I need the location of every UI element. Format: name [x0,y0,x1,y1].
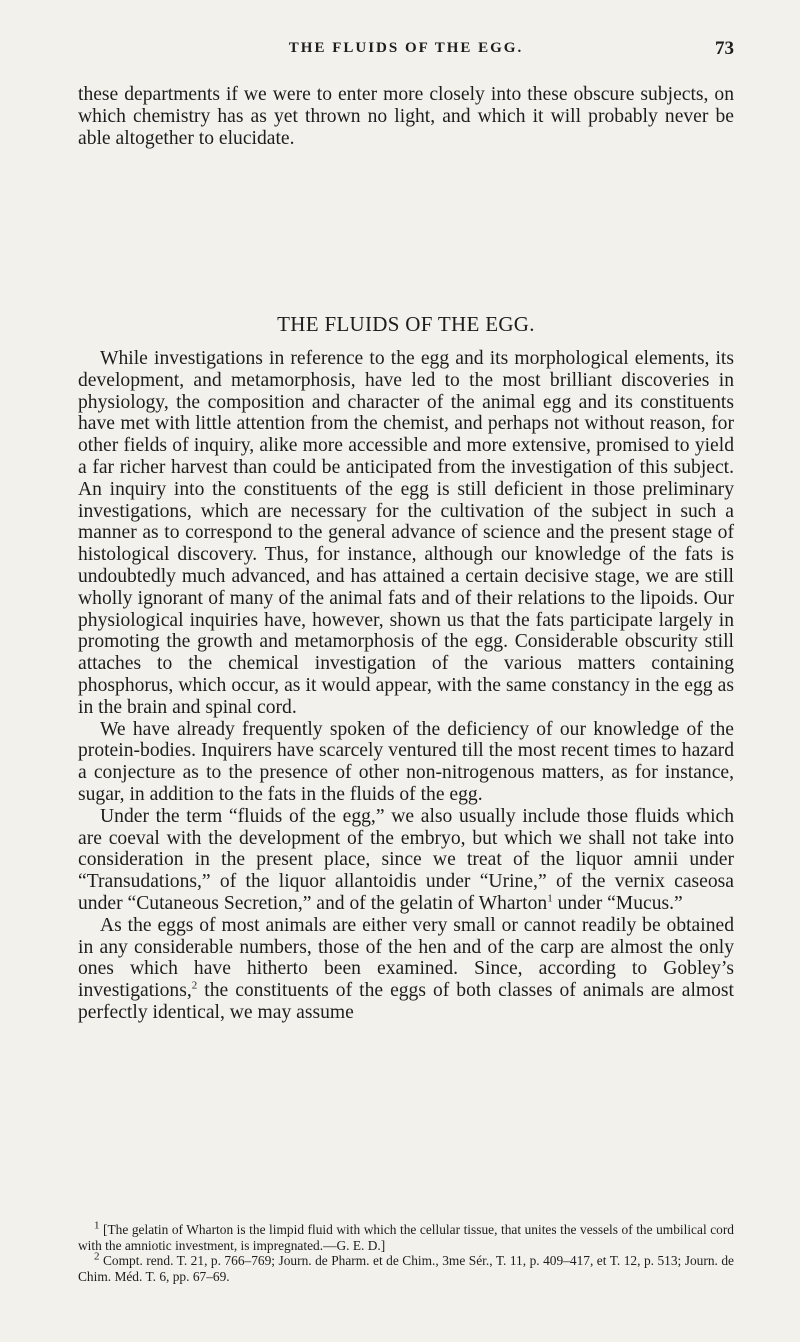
section-title: THE FLUIDS OF THE EGG. [277,312,535,336]
paragraph-text: As the eggs of most animals are either very small or cannot readily be obtained in any considerable numbers, those of the hen and of the carp are almost the only ones which have hitherto been examined. Since, according to Gobley’s investigations, [78,914,734,1002]
carryover-text [78,84,734,149]
paragraph: While investigations in reference to the egg and its morphological elements, its development, and metamorphosis, have led to the most brilliant discoveries in physiology, the composition and character of the animal egg and its constituents have met with little attention from the chemist, and perhaps not without reason, for other fields of inquiry, alike more accessible and more extensive, promised to yield a far richer harvest than could be anticipated from the investigation of this subject. An inquiry into the constituents of the egg is still deficient in those preliminary investigations, which are necessary for the cultivation of the subject in such a manner as to correspond to the general advance of science and the present stage of histological discovery. Thus, for instance, although our knowledge of the fats is undoubtedly much advanced, and has attained a certain decisive stage, we are still wholly ignorant of many of the animal fats and of their relations to the lipoids. Our physiological inquiries have, however, shown us that the fats participate largely in promoting the growth and metamorphosis of the egg. Considerable obscurity still attaches to the chemical investigation of the various matters containing phosphorus, which occur, as it would appear, with the same constancy in the egg as in the brain and spinal cord. [78,348,734,718]
footnotes [78,1219,734,1284]
running-head [78,40,734,64]
footnote-text: Compt. rend. T. 21, p. 766–769; Journ. de Pharm. et de Chim., 3me Sér., T. 11, p. 409–417, et T. 12, p. 513; Journ. de Chim. Méd. T. 6, pp. 67–69. [78,1253,734,1284]
footnote-marker: 1 [94,1219,100,1232]
footnote-reference: 1 [547,892,553,905]
footnote-marker: 2 [94,1250,100,1263]
running-title: THE FLUIDS OF THE EGG. [288,40,524,56]
paragraph [78,915,734,1024]
opening-paragraph: these departments if we were to enter more closely into these obscure subjects, on which chemistry has as yet thrown no light, and which it will probably never be able altogether to elucidate. [78,84,734,149]
paragraph-text: Under the term “fluids of the egg,” we also usually include those fluids which are coeval with the development of the embryo, but which we shall not take into consideration in the present place, since we treat of the liquor amnii under “Transudations,” of the liquor allantoidis under “Urine,” of the vernix caseosa under “Cutaneous Secretion,” and of the gelatin of Wharton [78,805,734,914]
paragraph-text: the constituents of the eggs of both classes of animals are almost perfectly identical, we may assume [78,980,734,1023]
footnote [78,1250,734,1284]
paragraph [78,806,734,915]
footnote [78,1219,734,1253]
section-body [78,348,734,1024]
footnote-text: [The gelatin of Wharton is the limpid fluid with which the cellular tissue, that unites the vessels of the umbilical cord with the amniotic investment, is impregnated.—G. E. D.] [78,1222,734,1253]
paragraph-text: under “Mucus.” [552,892,683,914]
paragraph: We have already frequently spoken of the deficiency of our knowledge of the protein-bodies. Inquirers have scarcely ventured till the most recent times to hazard a conjecture as to the presence of other non-nitrogenous matters, as for instance, sugar, in addition to the fats in the fluids of the egg. [78,718,734,805]
footnote-reference: 2 [191,979,198,992]
page-number: 73 [715,38,734,59]
